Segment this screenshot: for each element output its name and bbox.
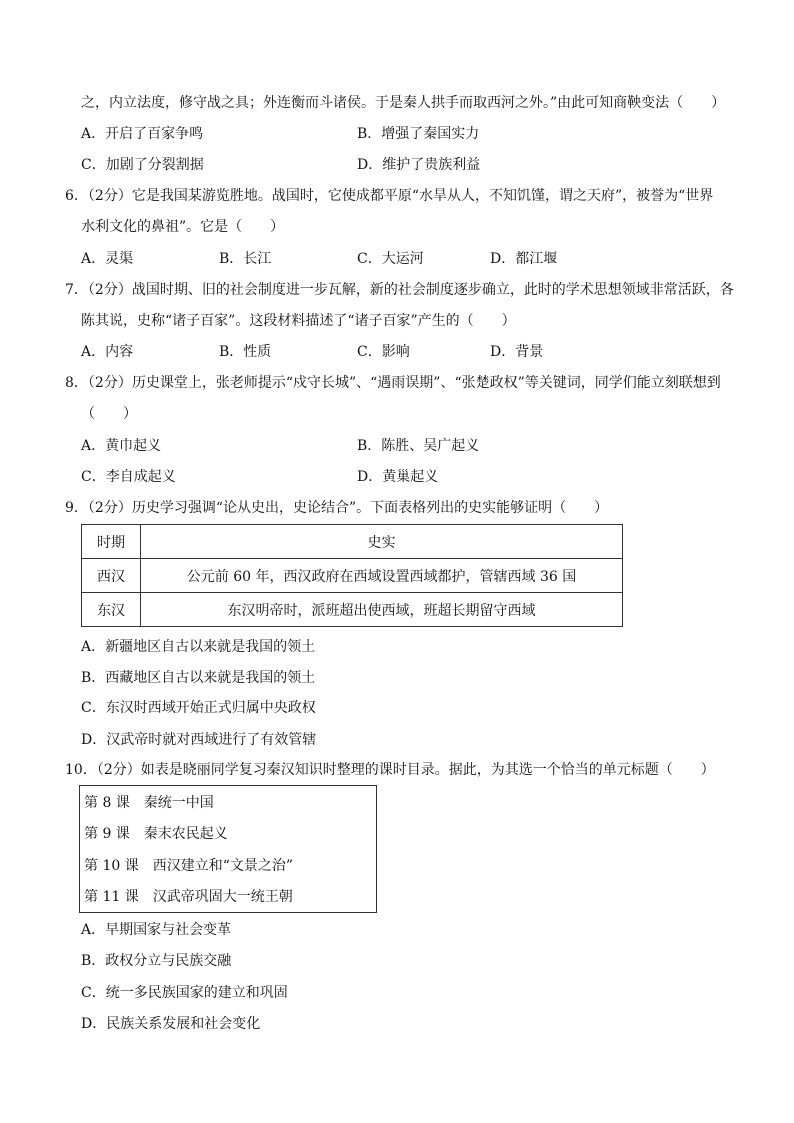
q8-stem-line1: 8．（2分）历史课堂上，张老师提示“戍守长城”、“遇雨误期”、“张楚政权”等关键词，同学们能立刻联想到: [65, 375, 721, 391]
q8-stem-line2: （ ）: [81, 406, 137, 422]
table-cell-period: 东汉: [82, 593, 141, 627]
q7-option-b: B．性质: [219, 344, 272, 360]
q10-option-c: C．统一多民族国家的建立和巩固: [81, 985, 288, 1001]
table-header-row: [82, 525, 623, 559]
q6-option-a: A．灵渠: [81, 251, 134, 267]
table-row: [82, 593, 623, 627]
q8-option-d: D．黄巢起义: [357, 469, 439, 485]
q5-option-a: A．开启了百家争鸣: [81, 126, 204, 142]
q8-option-c: C．李自成起义: [81, 469, 176, 485]
table-cell-facts: 东汉明帝时，派班超出使西域，班超长期留守西域: [141, 593, 623, 627]
table-cell-period: 西汉: [82, 559, 141, 593]
table-header-period: 时期: [82, 525, 141, 559]
q10-stem-line1: 10．（2分）如表是晓丽同学复习秦汉知识时整理的课时目录。据此，为其选一个恰当的单元标题（ ）: [65, 762, 715, 778]
q9-option-b: B．西藏地区自古以来就是我国的领土: [81, 670, 316, 686]
q7-option-d: D．背景: [490, 344, 544, 360]
table-row: [82, 559, 623, 593]
q9-option-c: C．东汉时西域开始正式归属中央政权: [81, 700, 316, 716]
q5-option-c: C．加剧了分裂割据: [81, 157, 204, 173]
q5-stem-tail: 之，内立法度，修守战之具；外连衡而斗诸侯。于是秦人拱手而取西河之外。”由此可知商鞅变法（ ）: [81, 95, 726, 111]
q10-lesson-list: [79, 785, 377, 913]
q7-stem-line1: 7．（2分）战国时期、旧的社会制度进一步瓦解，新的社会制度逐步确立，此时的学术思想领域非常活跃，各: [65, 282, 734, 298]
q10-option-a: A．早期国家与社会变革: [81, 922, 232, 938]
q7-option-c: C．影响: [357, 344, 410, 360]
q5-option-d: D．维护了贵族利益: [357, 157, 481, 173]
q6-stem-line1: 6．（2分）它是我国某游览胜地。战国时，它使成都平原“水旱从人，不知饥馑，谓之天府”，被誉为“世界: [65, 188, 714, 204]
table-cell-facts: 公元前 60 年，西汉政府在西域设置西域都护，管辖西域 36 国: [141, 559, 623, 593]
q10-option-d: D．民族关系发展和社会变化: [81, 1016, 261, 1032]
lesson-item: 第 10 课 西汉建立和“文景之治”: [84, 858, 294, 874]
table-header-facts: 史实: [141, 525, 623, 559]
q7-option-a: A．内容: [81, 344, 134, 360]
q6-stem-line2: 水利文化的鼻祖”。它是（ ）: [81, 219, 285, 235]
q7-stem-line2: 陈其说，史称“诸子百家”。这段材料描述了“诸子百家”产生的（ ）: [81, 313, 516, 329]
q8-option-a: A．黄巾起义: [81, 438, 162, 454]
q6-option-b: B．长江: [219, 251, 272, 267]
q9-history-table: [81, 524, 623, 627]
q9-option-d: D．汉武帝时就对西域进行了有效管辖: [81, 732, 317, 748]
q6-option-d: D．都江堰: [490, 251, 558, 267]
q6-option-c: C．大运河: [357, 251, 424, 267]
q10-option-b: B．政权分立与民族交融: [81, 953, 232, 969]
q9-stem-line1: 9．（2分）历史学习强调“论从史出，史论结合”。下面表格列出的史实能够证明（ ）: [65, 500, 609, 516]
lesson-item: 第 8 课 秦统一中国: [84, 795, 214, 811]
q8-option-b: B．陈胜、吴广起义: [357, 438, 480, 454]
lesson-item: 第 9 课 秦末农民起义: [84, 826, 228, 842]
lesson-item: 第 11 课 汉武帝巩固大一统王朝: [84, 889, 293, 905]
q5-option-b: B．增强了秦国实力: [357, 126, 480, 142]
q9-option-a: A．新疆地区自古以来就是我国的领土: [81, 639, 316, 655]
